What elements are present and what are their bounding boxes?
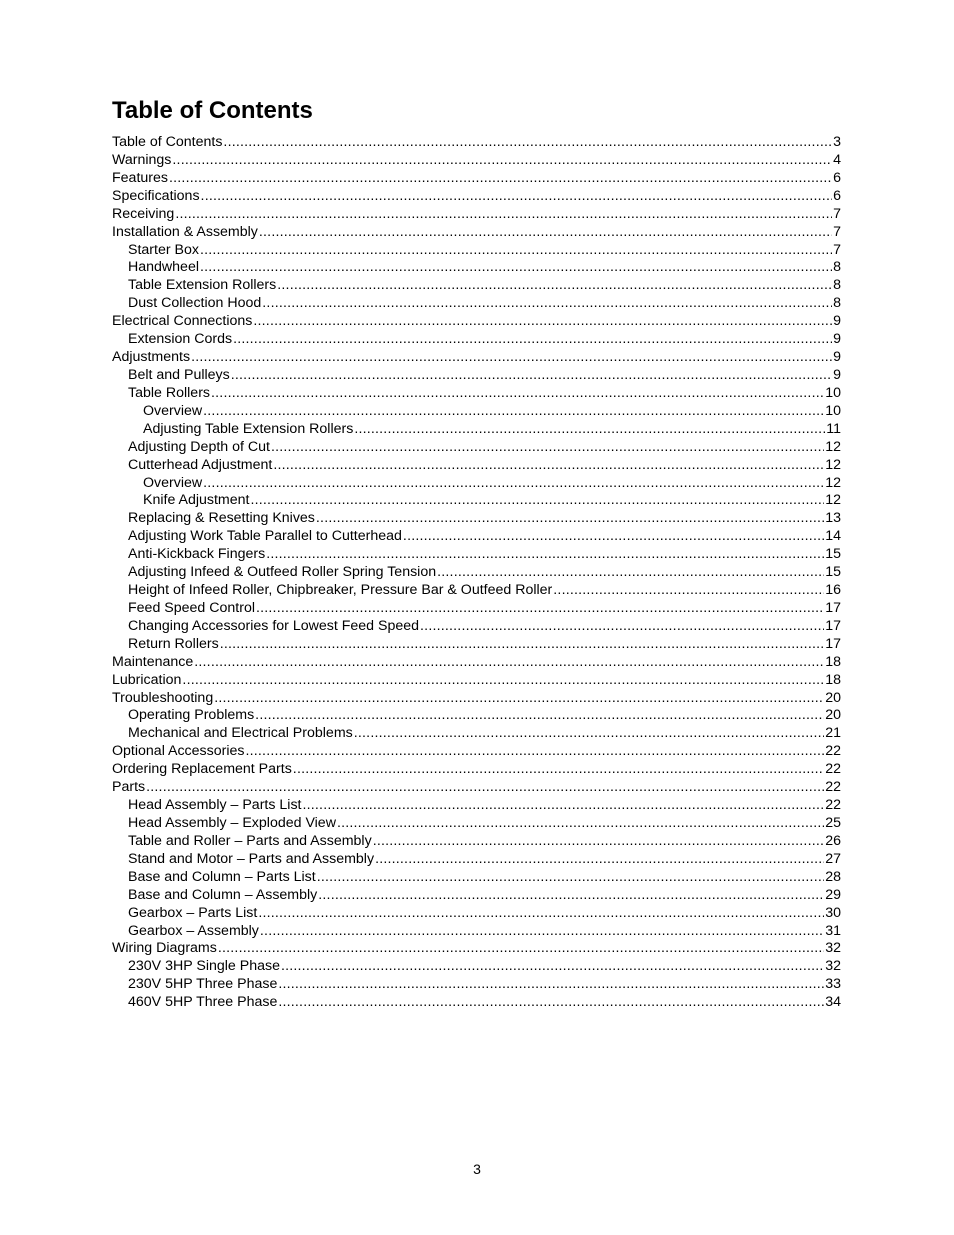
toc-entry-label: Adjusting Work Table Parallel to Cutterhead [128, 528, 402, 545]
toc-entry[interactable] [112, 295, 841, 313]
toc-entry-page: 6 [833, 169, 841, 186]
toc-entry-label: Gearbox – Assembly [128, 922, 259, 939]
page-number: 3 [473, 1161, 481, 1177]
toc-entry-label: Cutterhead Adjustment [128, 456, 273, 473]
dot-leader [302, 797, 824, 815]
dot-leader [218, 940, 824, 958]
toc-entry[interactable] [112, 815, 841, 833]
dot-leader [337, 815, 824, 833]
toc-entry-page: 33 [825, 976, 841, 993]
toc-entry-page: 10 [825, 402, 841, 419]
dot-leader [373, 833, 825, 851]
toc-entry-page: 17 [825, 635, 841, 652]
toc-entry-label: Anti-Kickback Fingers [128, 546, 266, 563]
toc-entry-page: 22 [825, 797, 841, 814]
dot-leader [220, 636, 825, 654]
toc-entry[interactable] [112, 224, 841, 242]
toc-entry-page: 7 [833, 223, 841, 240]
dot-leader [203, 403, 824, 421]
toc-entry-page: 14 [825, 528, 841, 545]
toc-entry-page: 9 [833, 331, 841, 348]
toc-entry-label: Changing Accessories for Lowest Feed Speed [128, 617, 420, 634]
toc-entry[interactable] [112, 761, 841, 779]
dot-leader [273, 457, 824, 475]
dot-leader [420, 618, 824, 636]
toc-entry[interactable] [112, 510, 841, 528]
toc-entry-page: 7 [833, 241, 841, 258]
dot-leader [201, 188, 833, 206]
toc-entry-page: 26 [825, 832, 841, 849]
toc-entry-page: 12 [825, 474, 841, 491]
toc-entry[interactable] [112, 475, 841, 493]
toc-entry-label: 460V 5HP Three Phase [128, 994, 278, 1011]
toc-entry-label: Base and Column – Assembly [128, 886, 318, 903]
toc-entry-label: Table Extension Rollers [128, 277, 277, 294]
toc-entry[interactable] [112, 385, 841, 403]
toc-entry-page: 10 [825, 384, 841, 401]
dot-leader [200, 242, 832, 260]
toc-entry[interactable] [112, 277, 841, 295]
toc-entry[interactable] [112, 690, 841, 708]
toc-entry-page: 17 [825, 599, 841, 616]
toc-entry-label: 230V 3HP Single Phase [128, 958, 280, 975]
toc-entry-page: 15 [825, 546, 841, 563]
toc-entry[interactable] [112, 654, 841, 672]
dot-leader [260, 923, 824, 941]
toc-entry-page: 31 [825, 922, 841, 939]
dot-leader [231, 367, 832, 385]
toc-entry-page: 25 [825, 815, 841, 832]
toc-entry[interactable] [112, 940, 841, 958]
toc-entry[interactable] [112, 725, 841, 743]
toc-entry-label: Maintenance [112, 653, 194, 670]
toc-entry[interactable] [112, 421, 841, 439]
toc-entry-label: Table of Contents [112, 133, 223, 150]
toc-entry[interactable] [112, 188, 841, 206]
toc-entry[interactable] [112, 152, 841, 170]
toc-entry-page: 32 [825, 958, 841, 975]
toc-entry-page: 6 [833, 187, 841, 204]
toc-entry-page: 17 [825, 617, 841, 634]
toc-entry[interactable] [112, 349, 841, 367]
toc-entry-label: Adjusting Table Extension Rollers [143, 420, 354, 437]
toc-entry-page: 8 [833, 295, 841, 312]
toc-entry-label: Height of Infeed Roller, Chipbreaker, Pressure Bar & Outfeed Roller [128, 582, 553, 599]
toc-entry-label: Troubleshooting [112, 689, 214, 706]
dot-leader [200, 259, 832, 277]
dot-leader [255, 708, 824, 726]
dot-leader [293, 761, 824, 779]
dot-leader [277, 277, 832, 295]
toc-entry-page: 27 [825, 850, 841, 867]
toc-entry-label: Gearbox – Parts List [128, 904, 258, 921]
toc-entry-page: 28 [825, 868, 841, 885]
dot-leader [281, 958, 824, 976]
toc-entry-label: Lubrication [112, 671, 182, 688]
toc-entry-label: Optional Accessories [112, 743, 245, 760]
toc-entry[interactable] [112, 259, 841, 277]
dot-leader [250, 492, 824, 510]
toc-entry[interactable] [112, 367, 841, 385]
dot-leader [245, 743, 824, 761]
toc-entry[interactable] [112, 582, 841, 600]
dot-leader [403, 528, 824, 546]
dot-leader [146, 779, 824, 797]
dot-leader [437, 564, 824, 582]
toc-entry[interactable] [112, 976, 841, 994]
dot-leader [375, 851, 824, 869]
toc-entry-label: Feed Speed Control [128, 599, 255, 616]
toc-entry[interactable] [112, 636, 841, 654]
toc-entry-label: Extension Cords [128, 331, 233, 348]
toc-entry[interactable] [112, 134, 841, 152]
toc-entry-label: Base and Column – Parts List [128, 868, 316, 885]
toc-entry-page: 32 [825, 940, 841, 957]
toc-entry-page: 15 [825, 564, 841, 581]
toc-entry-label: Stand and Motor – Parts and Assembly [128, 850, 375, 867]
toc-entry-label: Return Rollers [128, 635, 219, 652]
toc-entry-page: 20 [825, 707, 841, 724]
toc-entry-page: 22 [825, 779, 841, 796]
toc-entry-label: Installation & Assembly [112, 223, 258, 240]
toc-entry-page: 4 [833, 151, 841, 168]
toc-entry-page: 12 [825, 492, 841, 509]
toc-entry[interactable] [112, 958, 841, 976]
toc-entry-page: 13 [825, 510, 841, 527]
dot-leader [191, 349, 832, 367]
dot-leader [262, 295, 832, 313]
dot-leader [354, 421, 825, 439]
toc-entry-label: Belt and Pulleys [128, 366, 230, 383]
dot-leader [223, 134, 832, 152]
dot-leader [278, 994, 824, 1012]
toc-entry-page: 29 [825, 886, 841, 903]
toc-entry[interactable] [112, 546, 841, 564]
toc-entry-page: 9 [833, 313, 841, 330]
dot-leader [233, 331, 832, 349]
dot-leader [317, 869, 825, 887]
toc-entry-page: 8 [833, 259, 841, 276]
toc-entry[interactable] [112, 779, 841, 797]
toc-entry-label: Dust Collection Hood [128, 295, 262, 312]
toc-entry-label: 230V 5HP Three Phase [128, 976, 278, 993]
toc-entry-label: Knife Adjustment [143, 492, 250, 509]
toc-entry-page: 18 [825, 671, 841, 688]
dot-leader [203, 475, 824, 493]
toc-entry-page: 30 [825, 904, 841, 921]
toc-entry[interactable] [112, 242, 841, 260]
toc-entry-page: 21 [825, 725, 841, 742]
dot-leader [172, 152, 832, 170]
toc-entry-label: Head Assembly – Exploded View [128, 815, 336, 832]
toc-entry-page: 16 [825, 582, 841, 599]
toc-entry-page: 12 [825, 456, 841, 473]
toc-entry-label: Starter Box [128, 241, 199, 258]
dot-leader [169, 170, 832, 188]
toc-entry-page: 34 [825, 994, 841, 1011]
dot-leader [259, 224, 832, 242]
toc-entry[interactable] [112, 528, 841, 546]
toc-entry-page: 9 [833, 366, 841, 383]
toc-entry-label: Adjusting Depth of Cut [128, 438, 270, 455]
toc-entry[interactable] [112, 672, 841, 690]
dot-leader [175, 206, 832, 224]
dot-leader [266, 546, 824, 564]
toc-entry-label: Adjustments [112, 349, 191, 366]
toc-entry[interactable] [112, 403, 841, 421]
toc-entry-page: 18 [825, 653, 841, 670]
toc-entry[interactable] [112, 600, 841, 618]
toc-entry[interactable] [112, 331, 841, 349]
dot-leader [553, 582, 824, 600]
toc-entry[interactable] [112, 457, 841, 475]
toc-entry-label: Parts [112, 779, 146, 796]
toc-entry-page: 8 [833, 277, 841, 294]
dot-leader [253, 313, 832, 331]
toc-entry[interactable] [112, 206, 841, 224]
toc-entry-label: Operating Problems [128, 707, 255, 724]
toc-entry[interactable] [112, 887, 841, 905]
dot-leader [318, 887, 824, 905]
toc-entry[interactable] [112, 994, 841, 1012]
toc-entry-page: 20 [825, 689, 841, 706]
toc-entry[interactable] [112, 439, 841, 457]
toc-entry[interactable] [112, 618, 841, 636]
toc-entry-label: Table Rollers [128, 384, 211, 401]
dot-leader [271, 439, 824, 457]
dot-leader [194, 654, 824, 672]
toc-entry[interactable] [112, 923, 841, 941]
toc-entry-label: Features [112, 169, 168, 186]
toc-entry-page: 22 [825, 761, 841, 778]
toc-entry-page: 11 [826, 420, 841, 437]
toc-entry-label: Overview [143, 402, 203, 419]
toc-entry-label: Table and Roller – Parts and Assembly [128, 832, 372, 849]
toc-entry-page: 22 [825, 743, 841, 760]
toc-entry-label: Ordering Replacement Parts [112, 761, 292, 778]
dot-leader [258, 905, 824, 923]
toc-entry-label: Receiving [112, 205, 175, 222]
toc-entry[interactable] [112, 708, 841, 726]
toc-entry[interactable] [112, 170, 841, 188]
toc-entry[interactable] [112, 313, 841, 331]
toc-entry-label: Adjusting Infeed & Outfeed Roller Spring Tension [128, 564, 437, 581]
dot-leader [211, 385, 824, 403]
toc-entry[interactable] [112, 797, 841, 815]
dot-leader [182, 672, 824, 690]
dot-leader [256, 600, 824, 618]
dot-leader [214, 690, 824, 708]
toc-entry-label: Mechanical and Electrical Problems [128, 725, 353, 742]
dot-leader [316, 510, 824, 528]
toc-entry-page: 3 [833, 133, 841, 150]
toc-entry[interactable] [112, 743, 841, 761]
toc-entry-page: 7 [833, 205, 841, 222]
toc-entry-label: Electrical Connections [112, 313, 253, 330]
toc-entry-label: Overview [143, 474, 203, 491]
table-of-contents-list [112, 134, 841, 1012]
toc-entry[interactable] [112, 492, 841, 510]
toc-entry-page: 9 [833, 349, 841, 366]
toc-entry[interactable] [112, 851, 841, 869]
page-title: Table of Contents [112, 97, 313, 124]
toc-entry-label: Head Assembly – Parts List [128, 797, 302, 814]
toc-entry-label: Handwheel [128, 259, 199, 276]
toc-entry-label: Wiring Diagrams [112, 940, 217, 957]
toc-entry[interactable] [112, 869, 841, 887]
toc-entry-page: 12 [825, 438, 841, 455]
toc-entry-label: Replacing & Resetting Knives [128, 510, 315, 527]
dot-leader [278, 976, 824, 994]
toc-entry-label: Specifications [112, 187, 200, 204]
toc-entry[interactable] [112, 905, 841, 923]
dot-leader [354, 725, 824, 743]
toc-entry[interactable] [112, 564, 841, 582]
toc-entry[interactable] [112, 833, 841, 851]
toc-entry-label: Warnings [112, 151, 172, 168]
